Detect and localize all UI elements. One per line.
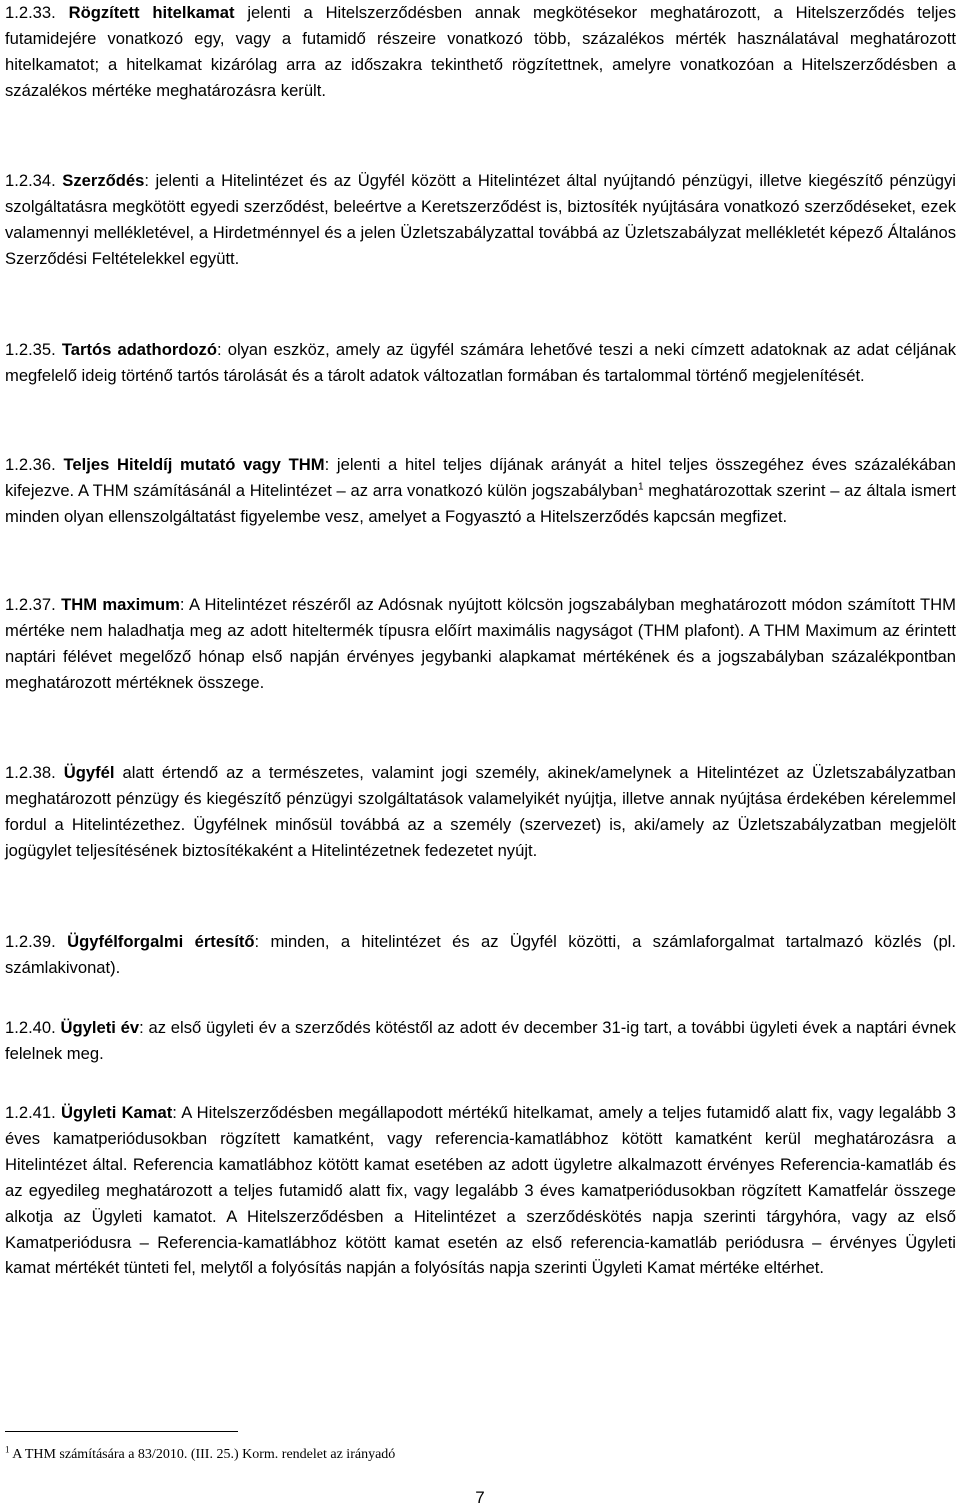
defined-term: THM maximum bbox=[61, 595, 180, 614]
definition-1-2-34 bbox=[5, 168, 956, 272]
definition-text: jelenti a Hitelszerződésben annak megkötésekor meghatározott, a Hitelszerződés teljes futamidejére vonatkozó egy, vagy a futamidő részeire vonatkozó több, százalékos mérték használatával meghatározott hitelkamatot; a hitelkamat kizárólag arra az időszakra tekinthető rögzítettnek, amelyre vonatkozóan a Hitelszerződésben a százalékos mértéke meghatározásra került. bbox=[5, 3, 956, 100]
section-number: 1.2.39. bbox=[5, 932, 56, 951]
section-number: 1.2.38. bbox=[5, 763, 56, 782]
section-number: 1.2.40. bbox=[5, 1018, 56, 1037]
footnote-text: A THM számítására a 83/2010. (III. 25.) Korm. rendelet az irányadó bbox=[9, 1447, 396, 1462]
definition-text: alatt értendő az a természetes, valamint jogi személy, akinek/amelynek a Hitelintézet az Üzletszabályzatban meghatározott pénzügy és kiegészítő pénzügyi szolgáltatások valamelyikét nyújtja, illetve annak nyújtása érdekében kérelemmel fordul a Hitelintézethez. Ügyfélnek minősül továbbá az a személy (szervezet) is, aki/amely az Üzletszabályzatban megjelölt jogügylet teljesítésének biztosítékaként a Hitelintézetnek fedezetet nyújt. bbox=[5, 763, 956, 860]
defined-term: Ügyfélforgalmi értesítő bbox=[67, 932, 255, 951]
definition-1-2-33 bbox=[5, 0, 956, 104]
defined-term: Ügyleti Kamat bbox=[61, 1103, 173, 1122]
definition-text: jelenti a Hitelintézet és az Ügyfél között a Hitelintézet által nyújtandó pénzügyi, illetve kiegészítő pénzügyi szolgáltatásra megkötött egyedi szerződést, beleértve a Keretszerződést is, biztosíték nyújtására vonatkozó szerződéseket, ezek valamennyi mellékletével, a Hirdetménnyel és a jelen Üzletszabályzattal továbbá az Üzletszabályzat mellékletét képező Általános Szerződési Feltételekkel együtt. bbox=[5, 171, 956, 268]
defined-term: Tartós adathordozó bbox=[61, 340, 217, 359]
term-separator: : bbox=[217, 340, 228, 359]
section-number: 1.2.33. bbox=[5, 3, 56, 22]
definition-text: olyan eszköz, amely az ügyfél számára lehetővé teszi a neki címzett adatoknak az adat céljának megfelelő ideig történő tartós tárolását és a tárolt adatok változatlan formában és tartalommal történő megjelenítését. bbox=[5, 340, 956, 385]
defined-term: Ügyfél bbox=[63, 763, 115, 782]
definition-1-2-36 bbox=[5, 452, 956, 530]
definition-1-2-39 bbox=[5, 929, 956, 981]
term-separator: : bbox=[139, 1018, 149, 1037]
term-separator: : bbox=[144, 171, 156, 190]
defined-term: Ügyleti év bbox=[60, 1018, 140, 1037]
section-number: 1.2.37. bbox=[5, 595, 56, 614]
term-separator: : bbox=[179, 595, 189, 614]
definition-1-2-37 bbox=[5, 592, 956, 696]
definition-1-2-35 bbox=[5, 337, 956, 389]
term-separator bbox=[234, 3, 247, 22]
definition-text: A Hitelintézet részéről az Adósnak nyújtott kölcsön jogszabályban meghatározott módon számított THM mértéke nem haladhatja meg az adott hiteltermék típusra előírt maximális nagyságot (THM plafont). A THM Maximum az érintett naptári félévet megelőző hónap első napján érvényes jegybanki alapkamat mértékének és a jogszabályban százalékpontban meghatározott mértéknek összege. bbox=[5, 595, 956, 692]
term-separator: : bbox=[172, 1103, 182, 1122]
definition-text: A Hitelszerződésben megállapodott mértékű hitelkamat, amely a teljes futamidő alatt fix, vagy legalább 3 éves kamatperiódusokban rögzített kamatként, vagy referencia-kamatlábhoz kötött kamatként kerül meghatározásra a Hitelintézet által. Referencia kamatlábhoz kötött kamat esetében az adott ügyletre alkalmazott érvényes Referencia-kamatláb és az egyedileg meghatározott a teljes futamidő alatt fix, vagy legalább 3 éves kamatperiódusokban rögzített Kamatfelár összege alkotja az Ügyleti kamatot. A Hitelszerződésben a Hitelintézet a szerződéskötés napja szerinti tárgyhóra, vagy az első Kamatperiódusra – Referencia-kamatlábhoz kötött kamat esetén az első referencia-kamatláb periódusra – érvényes Ügyleti kamat mértékét tünteti fel, melytől a folyósítás napján a folyósítás napja szerinti Ügyleti Kamat mértéke eltérhet. bbox=[5, 1103, 956, 1278]
term-separator: : bbox=[324, 455, 337, 474]
term-separator: : bbox=[254, 932, 271, 951]
definition-text: jelenti a hitel teljes díjának arányát a hitel teljes összegéhez éves százalékában kifejezve. A THM számításánál a Hitelintézet – az arra vonatkozó külön jogszabályban bbox=[5, 455, 956, 500]
defined-term: Rögzített hitelkamat bbox=[68, 3, 235, 22]
definition-1-2-38 bbox=[5, 760, 956, 864]
section-number: 1.2.41. bbox=[5, 1103, 56, 1122]
section-number: 1.2.34. bbox=[5, 171, 56, 190]
definition-text: az első ügyleti év a szerződés kötéstől az adott év december 31-ig tart, a további ügyleti évek a naptári évnek felelnek meg. bbox=[5, 1018, 956, 1063]
definition-1-2-41 bbox=[5, 1100, 956, 1281]
defined-term: Teljes Hiteldíj mutató vagy THM bbox=[63, 455, 325, 474]
footnote bbox=[5, 1446, 945, 1464]
defined-term: Szerződés bbox=[62, 171, 145, 190]
footnote-marker: 1 bbox=[5, 1444, 10, 1455]
definition-1-2-40 bbox=[5, 1015, 956, 1067]
definition-text-continued: meghatározottak szerint – az általa ismert minden olyan ellenszolgáltatást figyelembe vesz, amelyet a Fogyasztó a Hitelszerződés kapcsán megfizet. bbox=[5, 480, 957, 526]
page-number: 7 bbox=[475, 1488, 485, 1507]
footnote-divider bbox=[5, 1431, 238, 1432]
section-number: 1.2.35. bbox=[5, 340, 56, 359]
section-number: 1.2.36. bbox=[5, 455, 56, 474]
footnote-reference[interactable]: 1 bbox=[637, 481, 644, 493]
definition-text: minden, a hitelintézet és az Ügyfél közötti, a számlaforgalmat tartalmazó közlés (pl. számlakivonat). bbox=[5, 932, 956, 977]
